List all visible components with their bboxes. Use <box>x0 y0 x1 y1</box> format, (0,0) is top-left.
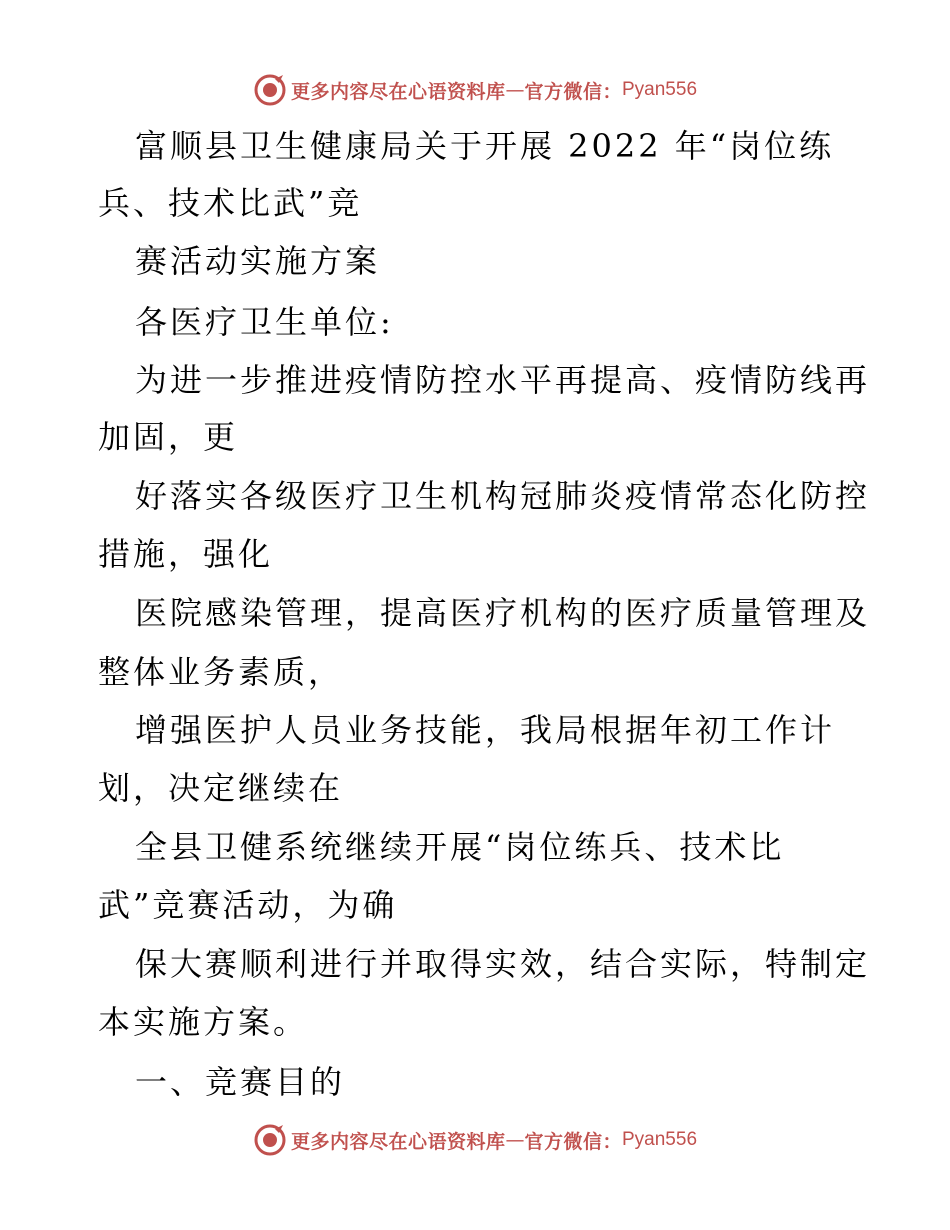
paragraph-line: 整体业务素质， <box>98 653 344 691</box>
paragraph-line: 增强医护人员业务技能，我局根据年初工作计 <box>135 711 836 749</box>
watermark-main-text: 更多内容尽在心语资料库 <box>290 1130 506 1153</box>
watermark-dash: — <box>505 1129 525 1151</box>
paragraph-line: 划，决定继续在 <box>98 769 344 807</box>
paragraph-line: 加固，更 <box>98 418 239 456</box>
paragraph-line: 本实施方案。 <box>98 1003 309 1041</box>
paragraph-line: 武”竞赛活动，为确 <box>98 886 398 924</box>
watermark-wechat-id: Pyan556 <box>622 1129 698 1150</box>
paragraph-line: 好落实各级医疗卫生机构冠肺炎疫情常态化防控 <box>135 477 871 515</box>
watermark-wechat-label: 官方微信： <box>524 1130 622 1153</box>
watermark-wechat-label: 官方微信： <box>524 80 622 103</box>
title-line-3: 赛活动实施方案 <box>135 242 381 280</box>
paragraph-line: 医院感染管理，提高医疗机构的医疗质量管理及 <box>135 594 871 632</box>
watermark-dash: — <box>505 79 525 101</box>
paragraph-line: 为进一步推进疫情防控水平再提高、疫情防线再 <box>135 361 871 399</box>
paragraph-line: 全县卫健系统继续开展“岗位练兵、技术比 <box>135 828 785 866</box>
section-heading: 一、竞赛目的 <box>135 1063 346 1101</box>
paragraph-line: 保大赛顺利进行并取得实效，结合实际，特制定 <box>135 945 871 983</box>
title-line-1: 富顺县卫生健康局关于开展 2022 年“岗位练 <box>135 127 835 165</box>
title-line-2: 兵、技术比武”竞 <box>98 184 363 222</box>
logo-icon <box>253 1123 287 1157</box>
watermark-wechat-id: Pyan556 <box>622 79 698 100</box>
footer-watermark <box>0 1120 950 1160</box>
paragraph-line: 措施，强化 <box>98 535 274 573</box>
watermark-main-text: 更多内容尽在心语资料库 <box>290 80 506 103</box>
salutation: 各医疗卫生单位: <box>135 303 394 341</box>
